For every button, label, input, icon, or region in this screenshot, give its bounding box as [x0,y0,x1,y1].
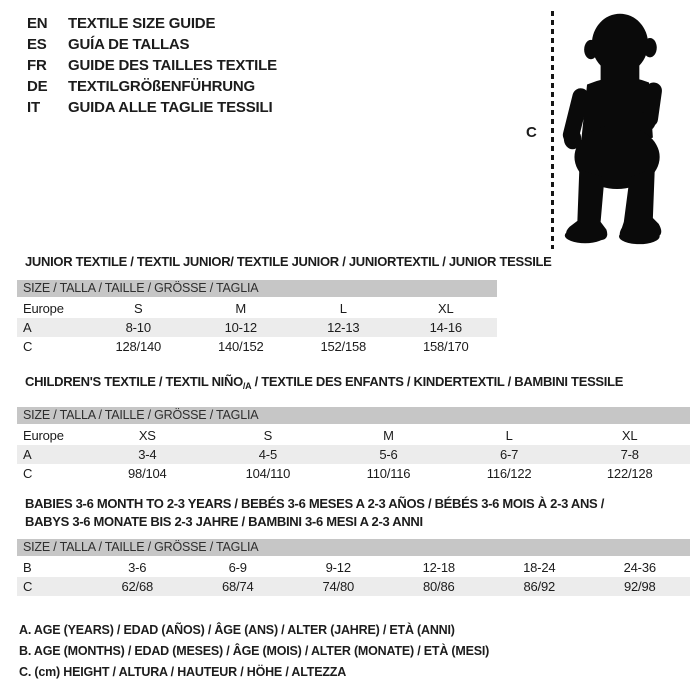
table-row [17,299,497,318]
footnote-b: B. AGE (MONTHS) / EDAD (MESES) / ÂGE (MOIS) / ALTER (MONATE) / ETÀ (MESI) [19,644,490,658]
table-cell: 104/110 [245,466,291,481]
language-row [27,55,277,76]
language-title-list [27,13,277,118]
height-measure-label: C [526,124,537,141]
language-code: EN [27,15,48,32]
table-cell: M [383,428,394,443]
table-cell: L [339,301,347,316]
row-label: B [23,560,32,575]
language-code: FR [27,57,47,74]
row-label: Europe [23,428,64,443]
table-cell: 158/170 [422,339,469,354]
table-cell: 3-6 [128,560,147,575]
height-measure-line-icon [550,11,555,249]
toddler-silhouette-icon [556,7,682,249]
language-title: GUIDA ALLE TAGLIE TESSILI [68,99,273,116]
table-cell: 98/104 [128,466,167,481]
table-cell: 122/128 [606,466,653,481]
table-cell: 8-10 [125,320,151,335]
size-header-bar: SIZE / TALLA / TAILLE / GRÖSSE / TAGLIA [17,407,690,424]
footnote-c: C. (cm) HEIGHT / ALTURA / HAUTEUR / HÖHE / ALTEZZA [19,665,347,679]
size-header-bar: SIZE / TALLA / TAILLE / GRÖSSE / TAGLIA [17,280,497,297]
language-row [27,34,277,55]
table-cell: 6-9 [228,560,247,575]
language-title: GUIDE DES TAILLES TEXTILE [68,57,277,74]
row-label: A [23,447,32,462]
language-code: IT [27,99,40,116]
table-cell: 68/74 [221,579,254,594]
table-row [17,558,690,577]
table-row [17,445,690,464]
table-cell: L [505,428,513,443]
table-cell: 10-12 [224,320,257,335]
size-header-bar: SIZE / TALLA / TAILLE / GRÖSSE / TAGLIA [17,539,690,556]
babies-size-table [17,539,690,596]
table-cell: 14-16 [429,320,462,335]
babies-table-title [25,495,604,531]
table-cell: 80/86 [422,579,455,594]
table-cell: 6-7 [499,447,519,462]
table-row [17,426,690,445]
language-row [27,13,277,34]
table-cell: 9-12 [325,560,351,575]
table-cell: 86/92 [523,579,556,594]
row-label: A [23,320,32,335]
children-table-title [25,374,623,391]
table-cell: 110/116 [366,466,411,481]
table-row [17,337,497,356]
table-cell: 62/68 [121,579,154,594]
table-row [17,318,497,337]
table-cell: 5-6 [379,447,398,462]
junior-table-title: JUNIOR TEXTILE / TEXTIL JUNIOR/ TEXTILE JUNIOR / JUNIORTEXTIL / JUNIOR TESSILE [25,254,552,269]
table-cell: 128/140 [115,339,162,354]
children-title-subscript: /A [242,381,252,391]
junior-size-table [17,280,497,356]
children-title-suffix: / TEXTILE DES ENFANTS / KINDERTEXTIL / BAMBINI TESSILE [251,374,624,389]
table-row [17,464,690,483]
table-cell: 74/80 [322,579,355,594]
language-title: TEXTILE SIZE GUIDE [68,15,216,32]
table-cell: 4-5 [258,447,277,462]
table-cell: M [235,301,247,316]
table-row [17,577,690,596]
table-cell: 92/98 [623,579,656,594]
babies-title-line2: BABYS 3-6 MONATE BIS 2-3 JAHRE / BAMBINI 3-6 MESI A 2-3 ANNI [25,514,423,529]
language-row [27,76,277,97]
language-title: TEXTILGRÖßENFÜHRUNG [68,78,256,95]
table-cell: 152/158 [320,339,367,354]
table-cell: XS [138,428,156,443]
footnote-a: A. AGE (YEARS) / EDAD (AÑOS) / ÂGE (ANS) / ALTER (JAHRE) / ETÀ (ANNI) [19,623,455,637]
language-row [27,97,277,118]
table-cell: XL [621,428,638,443]
language-code: ES [27,36,47,53]
row-label: C [23,579,33,594]
table-cell: S [263,428,273,443]
table-cell: 12-13 [327,320,360,335]
language-title: GUÍA DE TALLAS [68,36,190,53]
babies-title-line1: BABIES 3-6 MONTH TO 2-3 YEARS / BEBÉS 3-6 MESES A 2-3 AÑOS / BÉBÉS 3-6 MOIS À 2-3 ANS / [25,496,605,511]
table-cell: 3-4 [138,447,157,462]
children-size-table [17,407,690,483]
table-cell: 140/152 [217,339,264,354]
table-cell: 12-18 [422,560,455,575]
language-code: DE [27,78,48,95]
table-cell: 24-36 [623,560,656,575]
table-cell: S [134,301,143,316]
table-cell: 7-8 [620,447,639,462]
row-label: C [23,466,33,481]
children-title-prefix: CHILDREN'S TEXTILE / TEXTIL NIÑO [25,374,243,389]
table-cell: XL [437,301,454,316]
table-cell: 18-24 [523,560,556,575]
row-label: Europe [23,301,64,316]
footnotes [19,620,489,683]
row-label: C [23,339,33,354]
table-cell: 116/122 [486,466,532,481]
